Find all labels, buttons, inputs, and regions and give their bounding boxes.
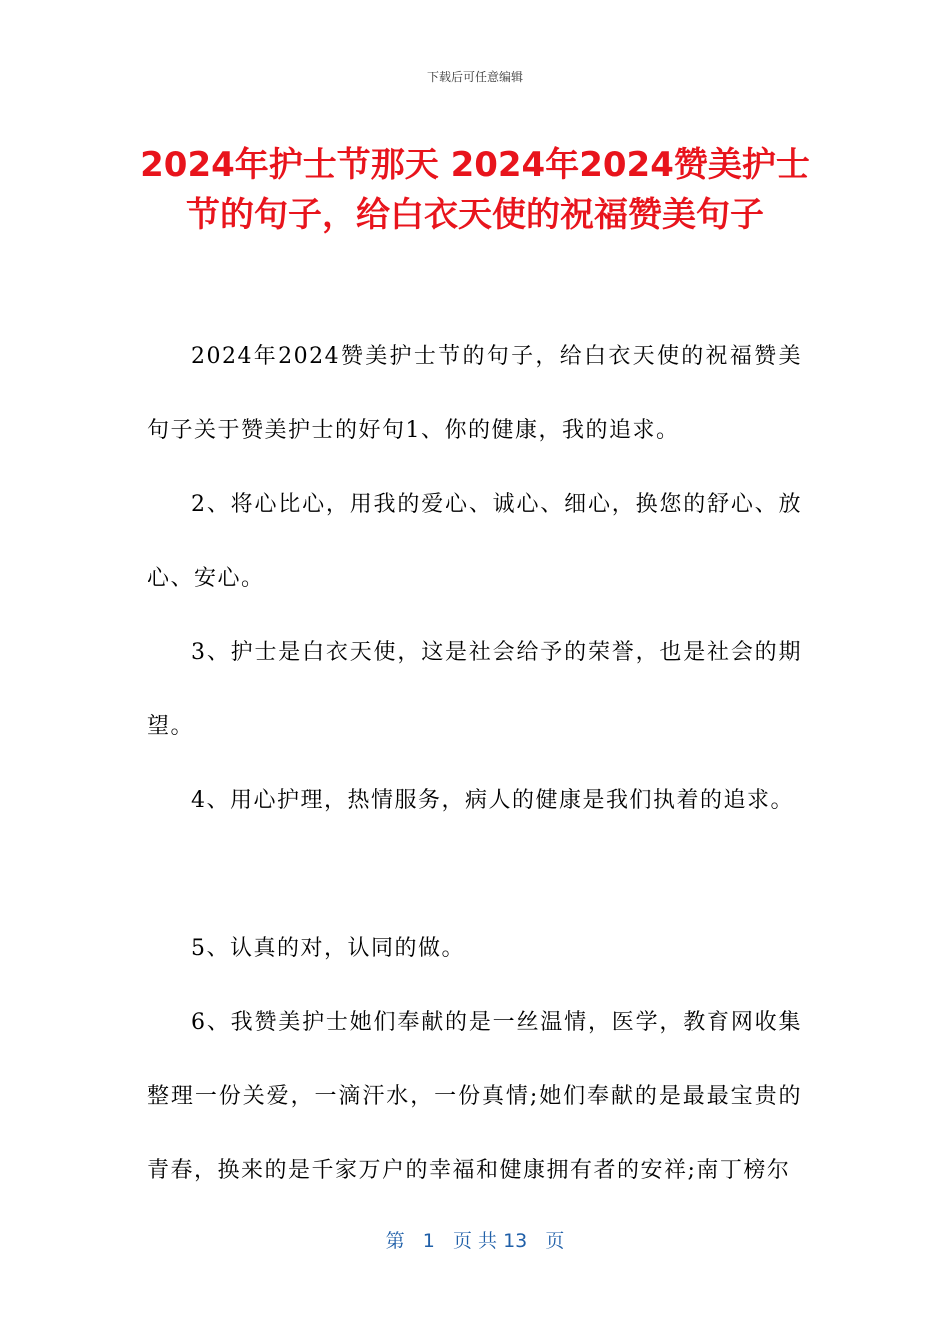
document-body	[147, 320, 802, 1208]
paragraph-3: 3、护士是白衣天使，这是社会给予的荣誉，也是社会的期望。	[147, 640, 802, 739]
footer-page-label: 第	[385, 1230, 405, 1252]
paragraph-2: 2、将心比心，用我的爱心、诚心、细心，换您的舒心、放心、安心。	[147, 492, 802, 591]
paragraph-4: 4、用心护理，热情服务，病人的健康是我们执着的追求。	[191, 788, 794, 813]
paragraph-1: 2024年2024赞美护士节的句子，给白衣天使的祝福赞美句子关于赞美护士的好句1、你的健康，我的追求。	[147, 344, 802, 443]
paragraph-5: 5、认真的对，认同的做。	[191, 936, 465, 961]
document-title: 2024年护士节那天 2024年2024赞美护士节的句子，给白衣天使的祝福赞美句子	[140, 145, 810, 235]
footer-page-suffix: 页	[545, 1230, 565, 1252]
header-note: 下载后可任意编辑	[426, 70, 523, 84]
footer-page-number: 1	[422, 1230, 435, 1252]
page-footer	[0, 1226, 950, 1253]
footer-total-label: 页 共	[452, 1230, 498, 1252]
footer-total-pages: 13	[503, 1230, 528, 1252]
paragraph-6: 6、我赞美护士她们奉献的是一丝温情，医学，教育网收集整理一份关爱，一滴汗水，一份真情;她们奉献的是最最宝贵的青春，换来的是千家万户的幸福和健康拥有者的安祥;南丁榜尔	[147, 1010, 802, 1183]
